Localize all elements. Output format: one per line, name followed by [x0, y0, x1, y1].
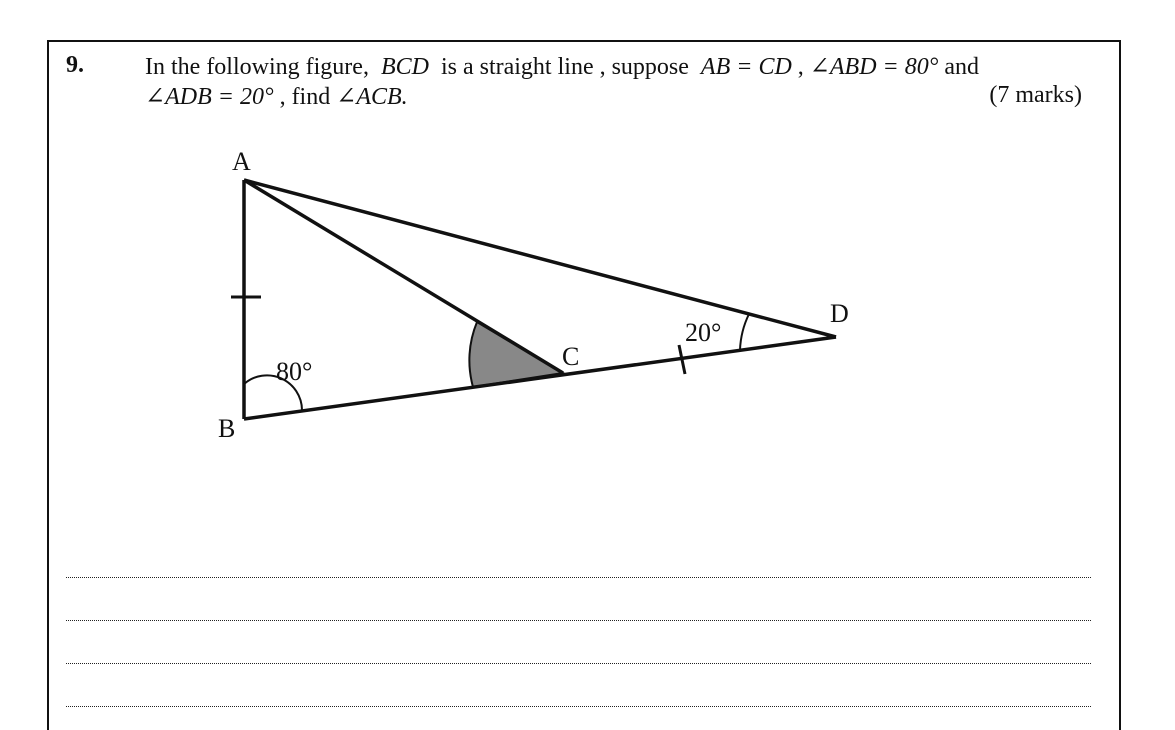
vertex-label-d: D: [830, 299, 849, 328]
target-angle-acb: ∠ACB.: [336, 84, 408, 110]
given-angle-adb: ∠ADB = 20°: [145, 84, 274, 110]
answer-line[interactable]: [66, 706, 1091, 707]
given-angle-abd: ∠ABD = 80°: [809, 54, 939, 80]
segment-bcd: [244, 337, 836, 419]
segment-bcd: BCD: [380, 54, 429, 80]
question-straight-text: is a straight line , suppose: [440, 54, 689, 80]
answer-line[interactable]: [66, 663, 1091, 664]
equality-ab-cd: AB = CD: [700, 54, 792, 80]
marks-label: (7 marks): [989, 82, 1082, 108]
angle-arc-d: [740, 314, 749, 350]
segment-ac: [244, 180, 563, 373]
segment-ad: [244, 180, 836, 337]
vertex-label-a: A: [232, 147, 251, 176]
question-number: 9.: [66, 52, 84, 78]
answer-line[interactable]: [66, 620, 1091, 621]
vertex-label-c: C: [562, 342, 580, 371]
vertex-label-b: B: [218, 414, 236, 443]
conjunction-and: and: [944, 54, 979, 80]
answer-line[interactable]: [66, 577, 1091, 578]
separator-comma: ,: [797, 54, 804, 80]
angle-label-b: 80°: [276, 357, 313, 386]
question-intro: In the following figure,: [145, 54, 369, 80]
find-text: , find: [279, 84, 331, 110]
angle-label-d: 20°: [685, 318, 722, 347]
